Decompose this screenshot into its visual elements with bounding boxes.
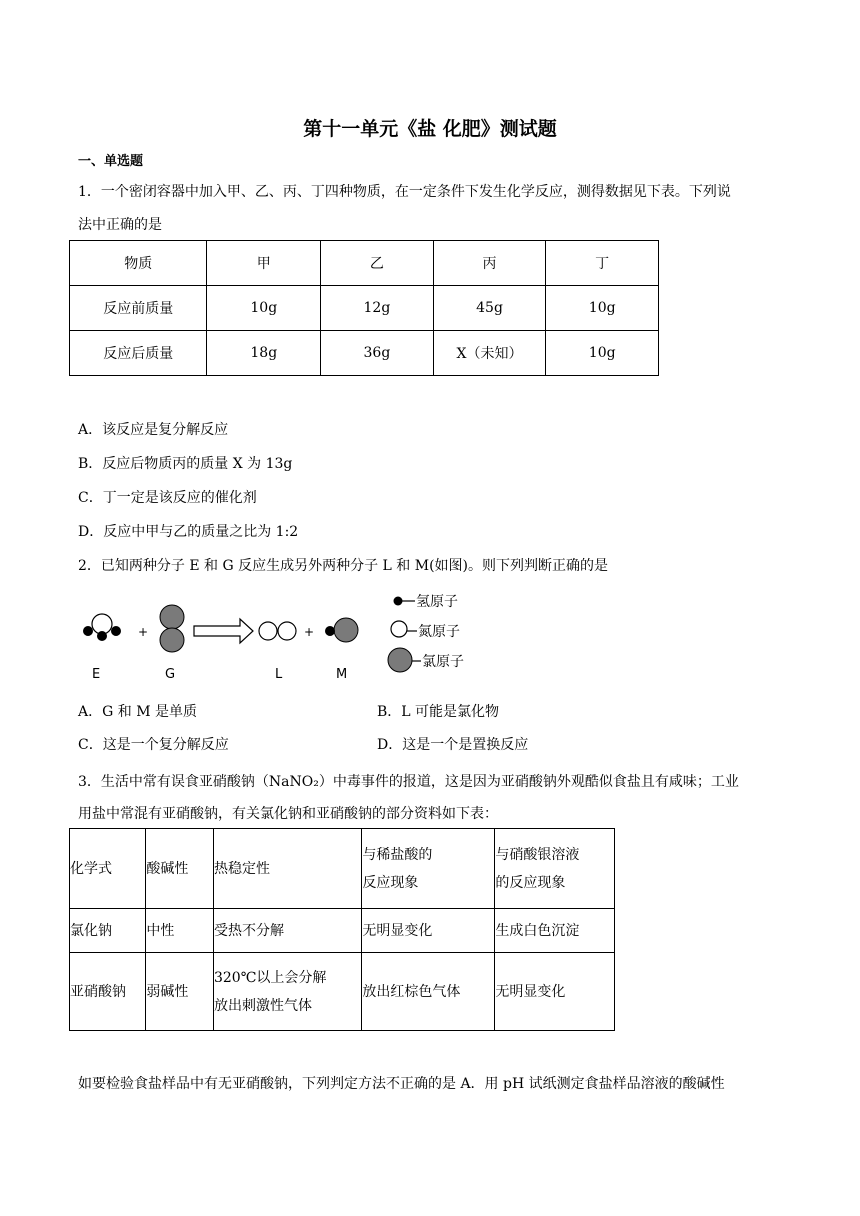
legend-nitrogen-label: 氮原子 [418,624,460,640]
legend-hydrogen-label: 氢原子 [416,594,458,610]
label-e: E [92,667,101,682]
q2-option-a: A．G 和 M 是单质 [78,704,197,720]
label-m: M [336,667,348,682]
table-cell: 反应后质量 [70,331,207,376]
table-row [70,331,659,376]
legend-chlorine-label: 氯原子 [422,654,464,670]
cell-line: 320℃以上会分解 [213,969,327,986]
table-cell: 10g [546,331,659,376]
table-cell: 亚硝酸钠 [70,953,146,1031]
table-cell [213,953,361,1031]
q1-option-d: D．反应中甲与乙的质量之比为 1:2 [78,524,299,540]
table-row [70,909,615,953]
table-cell: 生成白色沉淀 [495,909,615,953]
table-cell: 热稳定性 [213,829,361,909]
table-cell: 物质 [70,241,207,286]
molecule-l [259,622,296,640]
q3-data-table [69,828,615,1031]
label-g: G [165,667,176,682]
table-cell: 乙 [321,241,434,286]
cell-line: 反应现象 [362,874,419,891]
q1-option-a: A．该反应是复分解反应 [78,422,229,438]
table-cell: X（未知） [433,331,546,376]
cell-line: 与硝酸银溶液 [495,846,580,863]
plus-sign-1: + [138,625,149,639]
q3-after-text: 如要检验食盐样品中有无亚硝酸钠，下列判定方法不正确的是 A．用 pH 试纸测定食盐样品溶液的酸碱性 [78,1076,725,1092]
page-title: 第十一单元《盐 化肥》测试题 [303,118,557,140]
q2-option-b: B．L 可能是氯化物 [377,704,500,720]
plus-sign-2: + [304,625,315,639]
q1-option-c: C．丁一定是该反应的催化剂 [78,490,257,506]
table-cell: 化学式 [70,829,146,909]
molecule-g [160,605,184,652]
table-cell [362,829,495,909]
q1-stem-line1: 1．一个密闭容器中加入甲、乙、丙、丁四种物质，在一定条件下发生化学反应，测得数据见下表。下列说 [78,184,731,200]
table-cell: 无明显变化 [495,953,615,1031]
q1-stem-line2: 法中正确的是 [78,217,162,233]
cell-line: 与稀盐酸的 [362,846,433,863]
q2-stem: 2．已知两种分子 E 和 G 反应生成另外两种分子 L 和 M(如图)。则下列判断正确的是 [78,558,609,574]
table-cell: 甲 [207,241,321,286]
cell-line: 的反应现象 [495,874,566,891]
cell-line: 放出刺激性气体 [213,997,312,1014]
section-heading: 一、单选题 [78,154,144,169]
q3-stem-line1: 3．生活中常有误食亚硝酸钠（NaNO₂）中毒事件的报道，这是因为亚硝酸钠外观酷似食盐且有咸味；工业 [78,774,739,790]
table-row [70,953,615,1031]
q2-option-d: D．这是一个是置换反应 [377,737,529,753]
table-cell: 10g [546,286,659,331]
q1-data-table [69,240,659,376]
table-cell: 丁 [546,241,659,286]
table-cell: 放出红棕色气体 [362,953,495,1031]
molecule-e [83,614,121,641]
table-cell: 中性 [146,909,214,953]
reaction-arrow-icon [194,619,253,643]
table-cell: 18g [207,331,321,376]
legend-chlorine [388,648,464,672]
table-cell: 45g [433,286,546,331]
table-cell: 12g [321,286,434,331]
table-cell: 氯化钠 [70,909,146,953]
table-cell: 反应前质量 [70,286,207,331]
table-row [70,829,615,909]
q3-stem-line2: 用盐中常混有亚硝酸钠，有关氯化钠和亚硝酸钠的部分资料如下表： [78,806,498,822]
legend-hydrogen [394,594,459,610]
table-cell: 弱碱性 [146,953,214,1031]
q2-option-c: C．这是一个复分解反应 [78,737,229,753]
table-row [70,241,659,286]
table-cell: 受热不分解 [213,909,361,953]
table-cell: 丙 [433,241,546,286]
table-cell [495,829,615,909]
molecule-reaction-diagram [75,585,495,685]
table-cell: 10g [207,286,321,331]
label-l: L [275,667,283,682]
table-cell: 酸碱性 [146,829,214,909]
molecule-m [325,618,358,642]
table-row [70,286,659,331]
table-cell: 无明显变化 [362,909,495,953]
table-cell: 36g [321,331,434,376]
q1-option-b: B．反应后物质丙的质量 X 为 13g [78,456,293,472]
legend-nitrogen [391,621,460,640]
